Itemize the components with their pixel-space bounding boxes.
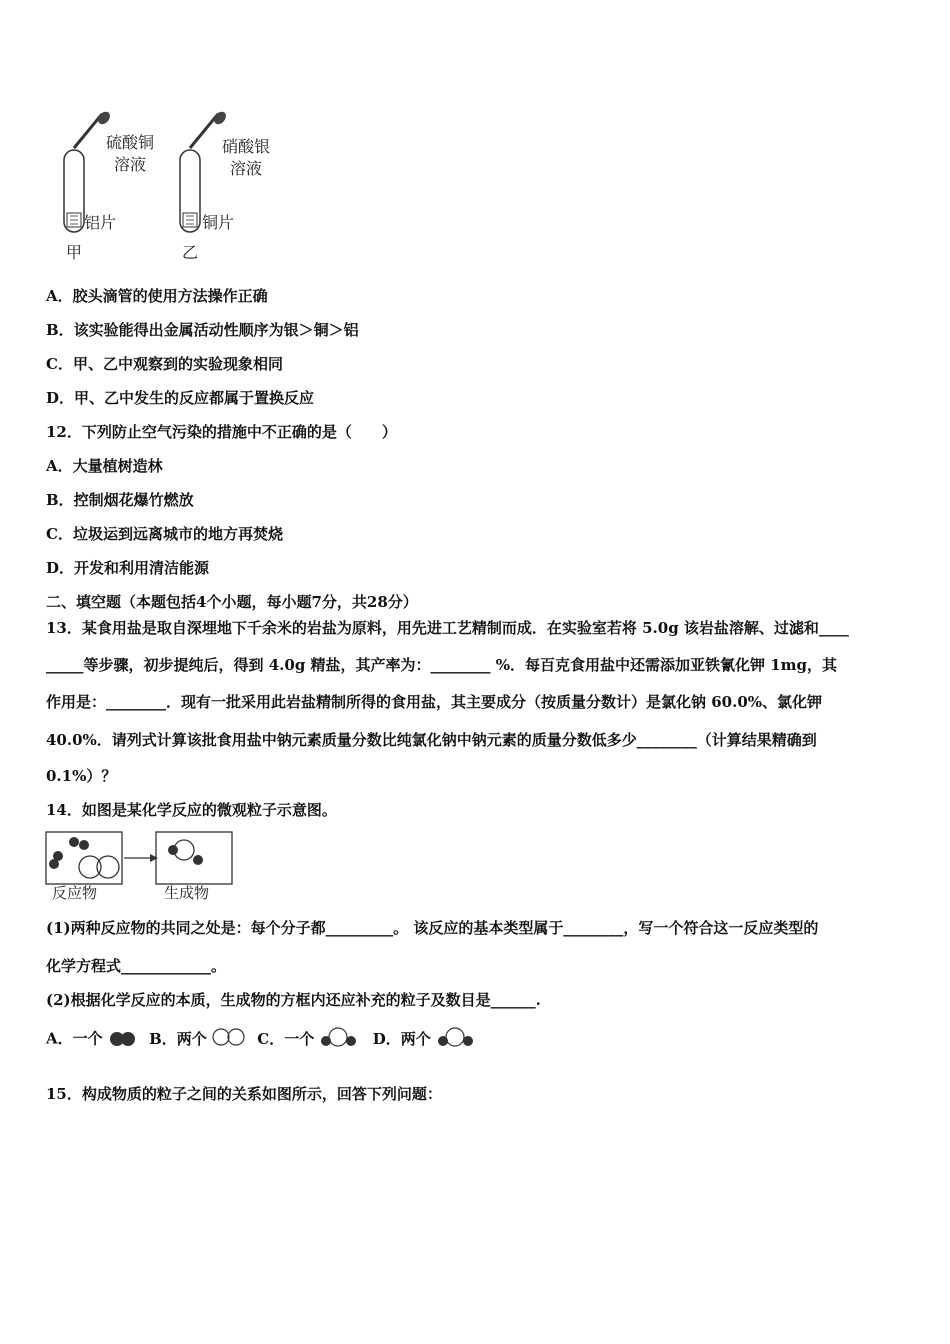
q13-line-1: 13．某食用盐是取自深埋地下千余米的岩盐为原料，用先进工艺精制而成．在实验室若将 5.0g 该岩盐溶解、过滤和____ [46,619,849,637]
mixed-molecule-icon-2 [436,1026,476,1050]
q14-choices [46,1026,476,1056]
tube-yi-solution-label-1: 硝酸银 [222,137,271,156]
mixed-molecule-icon [319,1026,359,1050]
q14-part1-line-2: 化学方程式____________。 [46,957,227,975]
q14-stem: 14．如图是某化学反应的微观粒子示意图。 [46,801,337,819]
q12-option-b: B．控制烟花爆竹燃放 [46,491,194,509]
q14-choice-a-label: A．一个 [46,1029,103,1048]
q12-option-c: C．垃圾运到远离城市的地方再焚烧 [46,525,283,543]
q11-option-a: A．胶头滴管的使用方法操作正确 [46,287,268,305]
section2-title: 二、填空题（本题包括4个小题，每小题7分，共28分） [46,593,418,611]
product-label: 生成物 [164,884,210,902]
q14-choice-c-label: C．一个 [257,1029,315,1048]
q12-stem: 12．下列防止空气污染的措施中不正确的是（ ） [46,423,397,441]
q13-line-4: 40.0%．请列式计算该批食用盐中钠元素质量分数比纯氯化钠中钠元素的质量分数低多少________（计算结果精确到 [46,731,817,749]
q14-choice-b-label: B．两个 [149,1029,207,1048]
q13-line-2: _____等步骤，初步提纯后，得到 4.0g 精盐，其产率为：________ %．每百克食用盐中还需添加亚铁氰化钾 1mg，其 [46,656,838,674]
tube-jia-metal-label: 铝片 [84,213,117,232]
q14-part1-line-1: (1)两种反应物的共同之处是：每个分子都_________。 该反应的基本类型属于________，写一个符合这一反应类型的 [46,919,819,937]
q15-stem: 15．构成物质的粒子之间的关系如图所示，回答下列问题： [46,1085,442,1103]
tube-jia-solution-label-1: 硫酸铜 [106,133,155,152]
q11-option-c: C．甲、乙中观察到的实验现象相同 [46,355,283,373]
q11-option-b: B．该实验能得出金属活动性顺序为银＞铜＞铝 [46,321,359,339]
tube-yi-solution-label-2: 溶液 [230,159,263,178]
q13-line-5: 0.1%）？ [46,767,117,785]
reactant-label: 反应物 [52,884,98,902]
q12-option-a: A．大量植树造林 [46,457,163,475]
tube-yi-metal-label: 铜片 [202,213,235,232]
q14-choice-d-label: D．两个 [372,1029,431,1048]
two-white-atoms-icon [212,1027,246,1049]
tube-jia-name: 甲 [66,243,83,262]
tube-yi-name: 乙 [182,243,199,262]
tube-jia-solution-label-2: 溶液 [114,155,147,174]
q14-part2: (2)根据化学反应的本质，生成物的方框内还应补充的粒子及数目是______. [46,991,541,1009]
q12-option-d: D．开发和利用清洁能源 [46,559,210,577]
q13-line-3: 作用是：________．现有一批采用此岩盐精制所得的食用盐，其主要成分（按质量分数计）是氯化钠 60.0%、氯化钾 [46,693,823,711]
q11-option-d: D．甲、乙中发生的反应都属于置换反应 [46,389,315,407]
two-black-atoms-icon [108,1027,138,1049]
